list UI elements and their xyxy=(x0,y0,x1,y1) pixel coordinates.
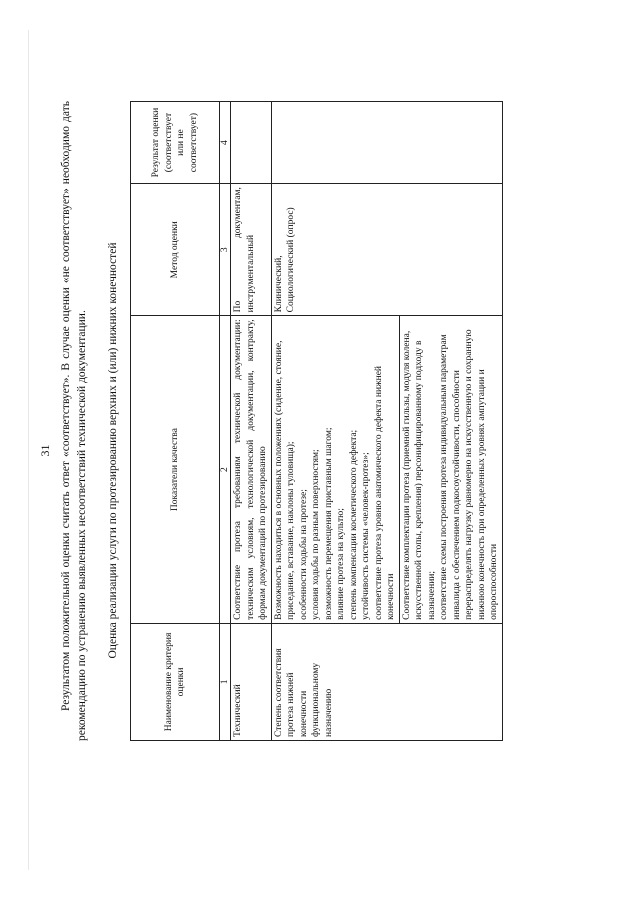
indicator-item: особенности ходьбы на протезе; xyxy=(298,489,309,620)
table-caption: Оценка реализации услуги по протезированию верхних и (или) нижних конечностей xyxy=(107,242,119,659)
result-cell xyxy=(231,102,272,184)
criterion-cell: Степень соответствия протеза нижней конечности функциональному назначению xyxy=(271,623,502,740)
page-number: 31 xyxy=(38,444,52,457)
criterion-cell: Технический xyxy=(231,623,272,740)
col-number: 3 xyxy=(220,184,231,316)
indicator-item: степень компенсации косметического дефекта; xyxy=(348,429,359,620)
indicator-cell: Соответствие протеза требованиям технической документации: техническим условиям, технологической документации, контракту, формам документаций по протезированию xyxy=(231,316,272,623)
indicator-cell xyxy=(399,316,502,623)
header-criterion: Наименование критерия оценки xyxy=(131,623,220,740)
indicator-item: возможность перемещения приставным шагом; xyxy=(323,427,334,620)
col-number: 1 xyxy=(220,623,231,740)
intro-paragraph xyxy=(58,101,90,741)
indicator-item: условия ходьбы по разным поверхностям; xyxy=(311,449,321,620)
method-cell: По документам, инструментальный xyxy=(231,184,272,316)
indicator-item: влияние протеза на культю; xyxy=(336,508,346,620)
col-number: 4 xyxy=(220,102,231,184)
col-number: 2 xyxy=(220,316,231,623)
table-header-row xyxy=(131,102,220,741)
column-number-row xyxy=(220,102,231,741)
table-row xyxy=(271,102,399,741)
table-row xyxy=(231,102,272,741)
indicator-cell xyxy=(271,316,399,623)
indicator-item: Соответствие комплектации протеза (приемной гильзы, модуля колена, искусственной стопы, крепления) персонифицированному подходу в назначении; xyxy=(401,330,437,620)
intro-text: Результатом положительной оценки считать ответ «соответствует». В случае оценки «не соответствует» необходимо дать рекомендацию по устранению выявленных несоответствий технической документации. xyxy=(60,101,88,741)
method-cell: Клинический, Социологический (опрос) xyxy=(271,184,502,316)
result-cell xyxy=(271,102,502,184)
indicator-item: Возможность находиться в основных положениях (сидение, стояние, приседание, вставание, наклоны туловища); xyxy=(273,340,296,620)
indicator-item: устойчивость системы «человек-протез»; xyxy=(361,452,371,620)
evaluation-table xyxy=(130,101,503,741)
header-method: Метод оценки xyxy=(131,184,220,316)
header-result: Результат оценки (соответствует или не соответствует) xyxy=(131,102,220,184)
indicator-item: соответствие схемы построения протеза индивидуальным параметрам инвалида с обеспечением подкосоустойчивости, способности перераспределять нагрузку равномерно на искусственную и сохранную нижнюю конечность при определенных уровнях ампутации и опороспособности xyxy=(439,329,499,620)
header-indicators: Показатели качества xyxy=(131,316,220,623)
indicator-item: соответствие протеза уровню анатомического дефекта нижней конечности xyxy=(373,365,396,620)
